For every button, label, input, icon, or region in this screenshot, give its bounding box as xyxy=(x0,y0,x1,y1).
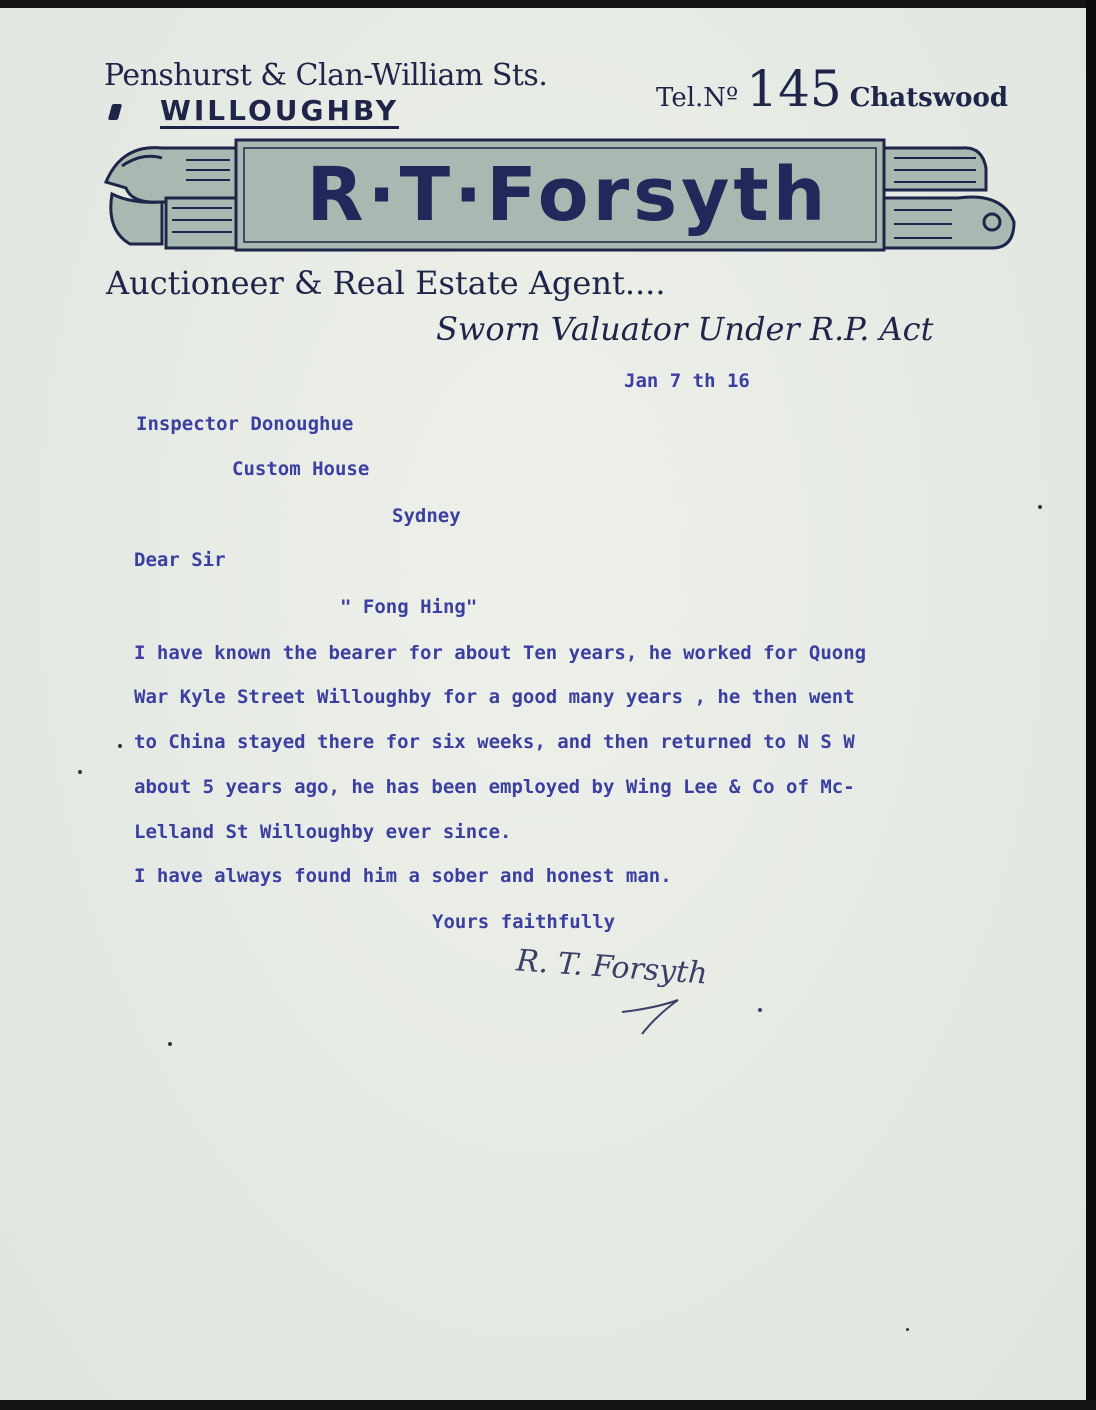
letterhead-address-line1: Penshurst & Clan-William Sts. xyxy=(104,58,548,93)
letterhead-tagline-valuator: Sworn Valuator Under R.P. Act xyxy=(436,310,934,348)
letterhead-telephone xyxy=(656,60,1008,118)
speck xyxy=(168,1042,172,1046)
scan-edge-right xyxy=(1086,0,1096,1410)
body-line: War Kyle Street Willoughby for a good many years , he then went xyxy=(134,686,855,708)
body-line: about 5 years ago, he has been employed by Wing Lee & Co of Mc- xyxy=(134,776,855,798)
body-line: I have always found him a sober and honest man. xyxy=(134,865,672,887)
speck xyxy=(906,1328,909,1331)
letter-date: Jan 7 th 16 xyxy=(624,370,750,392)
letterhead-tagline-auctioneer: Auctioneer & Real Estate Agent.... xyxy=(106,264,666,302)
speck xyxy=(78,770,82,774)
closing: Yours faithfully xyxy=(432,911,616,933)
signature-flourish xyxy=(616,990,766,1040)
recipient-office: Custom House xyxy=(232,458,370,480)
tel-number: 145 xyxy=(746,60,842,118)
tel-label: Tel.Nº xyxy=(656,83,739,113)
scan-edge-top xyxy=(0,0,1096,8)
speck xyxy=(118,744,122,748)
body-line: I have known the bearer for about Ten years, he worked for Quong xyxy=(134,642,867,664)
body-line: to China stayed there for six weeks, and then returned to N S W xyxy=(134,731,855,753)
scan-edge-bottom xyxy=(0,1400,1096,1410)
left-scroll-ornament xyxy=(106,148,236,248)
subject-line: " Fong Hing" xyxy=(340,596,478,618)
letterhead-address-line2: WILLOUGHBY xyxy=(160,94,400,127)
handwritten-signature: R. T. Forsyth xyxy=(515,943,709,992)
recipient-city: Sydney xyxy=(392,505,461,527)
right-scroll-ornament xyxy=(884,148,1014,248)
speck xyxy=(1038,505,1042,509)
firm-name: R·T·Forsyth xyxy=(306,152,830,238)
tel-exchange: Chatswood xyxy=(849,83,1009,113)
body-line: Lelland St Willoughby ever since. xyxy=(134,821,512,843)
recipient-name: Inspector Donoughue xyxy=(136,413,354,435)
salutation: Dear Sir xyxy=(134,549,226,571)
